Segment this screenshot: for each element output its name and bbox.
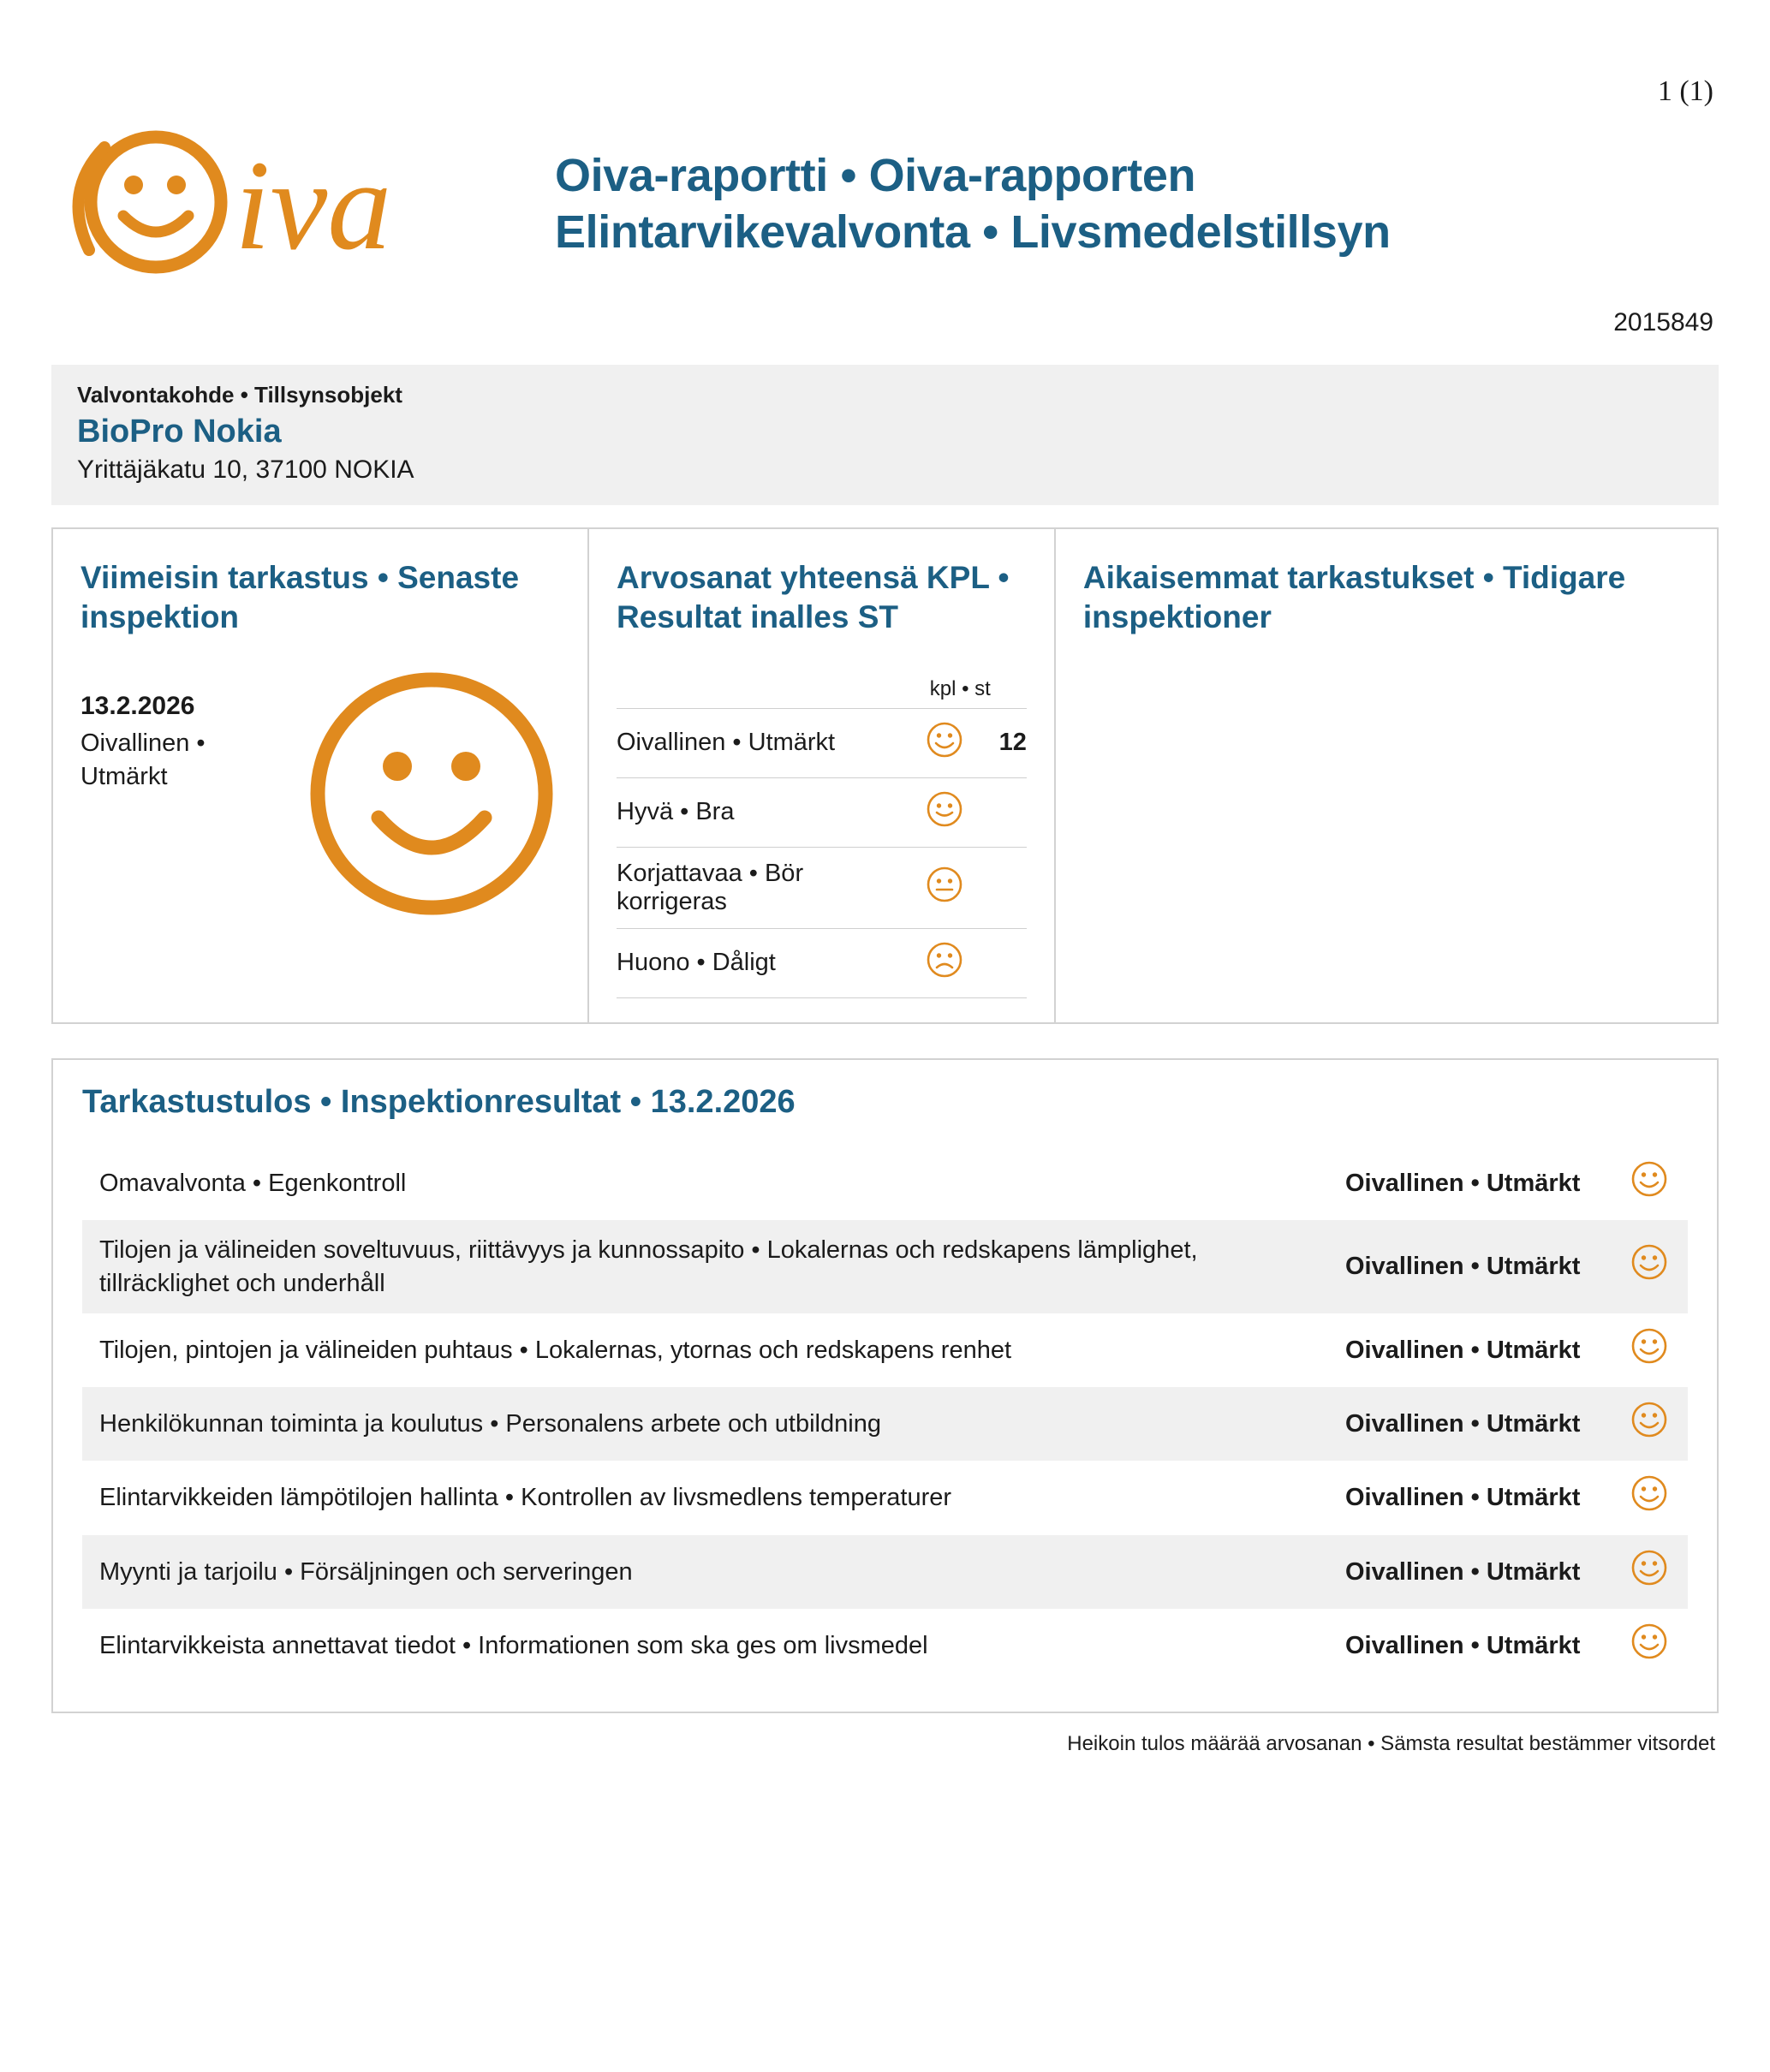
inspection-results-table xyxy=(82,1146,1688,1682)
grades-summary-title: Arvosanat yhteensä KPL • Resultat inalles ST xyxy=(617,560,1010,635)
summary-box xyxy=(51,527,1719,1024)
oiva-logo xyxy=(67,123,546,286)
result-grade: Oivallinen • Utmärkt xyxy=(1345,1557,1581,1586)
excellent-face-icon xyxy=(1602,1609,1688,1682)
result-grade: Oivallinen • Utmärkt xyxy=(1345,1336,1581,1364)
results-footnote: Heikoin tulos määrää arvosanan • Sämsta resultat bestämmer vitsordet xyxy=(1067,1732,1715,1756)
latest-inspection-column xyxy=(53,529,589,1022)
grade-count: 12 xyxy=(972,708,1027,777)
result-label: Elintarvikkeiden lämpötilojen hallinta • Kontrollen av livsmedlens temperaturer xyxy=(99,1484,952,1512)
table-row xyxy=(82,1609,1688,1682)
excellent-face-icon xyxy=(917,708,972,777)
target-address: Yrittäjäkatu 10, 37100 NOKIA xyxy=(77,455,414,484)
svg-text:iva: iva xyxy=(235,134,392,277)
good-face-icon xyxy=(917,777,972,847)
grade-count xyxy=(972,777,1027,847)
result-grade: Oivallinen • Utmärkt xyxy=(1345,1484,1581,1512)
previous-inspections-title: Aikaisemmat tarkastukset • Tidigare inspektioner xyxy=(1082,560,1626,635)
table-row xyxy=(617,928,1027,997)
page-number: 1 (1) xyxy=(1657,75,1713,107)
grades-table xyxy=(617,708,1027,998)
result-grade: Oivallinen • Utmärkt xyxy=(1345,1631,1581,1659)
target-label: Valvontakohde • Tillsynsobjekt xyxy=(77,382,402,408)
excellent-face-icon xyxy=(1602,1535,1688,1609)
latest-inspection-title: Viimeisin tarkastus • Senaste inspektion xyxy=(80,560,520,635)
result-grade: Oivallinen • Utmärkt xyxy=(1345,1170,1581,1197)
latest-inspection-grade: Oivallinen • Utmärkt xyxy=(80,729,206,791)
excellent-face-icon xyxy=(1602,1461,1688,1534)
result-label: Omavalvonta • Egenkontroll xyxy=(99,1170,407,1197)
excellent-face-icon xyxy=(1602,1313,1688,1387)
result-label: Myynti ja tarjoilu • Försäljningen och serveringen xyxy=(99,1557,633,1586)
latest-inspection-info xyxy=(80,684,295,795)
result-grade: Oivallinen • Utmärkt xyxy=(1345,1253,1581,1281)
excellent-face-icon xyxy=(1602,1146,1688,1220)
grade-count xyxy=(972,847,1027,928)
grade-label: Oivallinen • Utmärkt xyxy=(617,708,917,777)
table-row xyxy=(82,1313,1688,1387)
report-title-line-2: Elintarvikevalvonta • Livsmedelstillsyn xyxy=(555,206,1391,258)
result-grade: Oivallinen • Utmärkt xyxy=(1345,1410,1581,1438)
grade-label: Hyvä • Bra xyxy=(617,777,917,847)
table-row xyxy=(82,1535,1688,1609)
table-row xyxy=(82,1387,1688,1461)
table-row xyxy=(82,1220,1688,1313)
bad-face-icon xyxy=(917,928,972,997)
inspection-target xyxy=(51,365,1719,505)
grade-label: Korjattavaa • Bör korrigeras xyxy=(617,847,917,928)
table-row xyxy=(82,1461,1688,1534)
inspection-results-title: Tarkastustulos • Inspektionresultat • 13.2.2026 xyxy=(82,1084,796,1120)
result-label: Elintarvikkeista annettavat tiedot • Informationen som ska ges om livsmedel xyxy=(99,1631,928,1659)
neutral-face-icon xyxy=(917,847,972,928)
result-label: Henkilökunnan toiminta ja koulutus • Personalens arbete och utbildning xyxy=(99,1410,881,1438)
report-header xyxy=(51,123,1719,286)
result-label: Tilojen, pintojen ja välineiden puhtaus • Lokalernas, ytornas och redskapens renhet xyxy=(99,1336,1012,1364)
table-row xyxy=(617,847,1027,928)
target-name: BioPro Nokia xyxy=(77,414,282,450)
result-label: Tilojen ja välineiden soveltuvuus, riittävyys ja kunnossapito • Lokalernas och redskapens lämplighet, tillräcklighet och underhåll xyxy=(99,1236,1198,1297)
grade-label: Huono • Dåligt xyxy=(617,928,917,997)
table-row xyxy=(617,708,1027,777)
latest-inspection-date: 13.2.2026 xyxy=(80,691,195,720)
table-row xyxy=(617,777,1027,847)
excellent-face-icon xyxy=(1602,1220,1688,1313)
excellent-face-icon-large xyxy=(303,665,560,926)
excellent-face-icon xyxy=(1602,1387,1688,1461)
report-title-block xyxy=(546,148,1719,261)
grade-count xyxy=(972,928,1027,997)
grades-count-header: kpl • st xyxy=(929,676,991,700)
previous-inspections-column xyxy=(1056,529,1717,1022)
table-row xyxy=(82,1146,1688,1220)
report-title-line-1: Oiva-raportti • Oiva-rapporten xyxy=(555,150,1196,202)
grades-summary-column xyxy=(589,529,1056,1022)
document-id: 2015849 xyxy=(1613,308,1713,336)
inspection-results-box xyxy=(51,1058,1719,1713)
